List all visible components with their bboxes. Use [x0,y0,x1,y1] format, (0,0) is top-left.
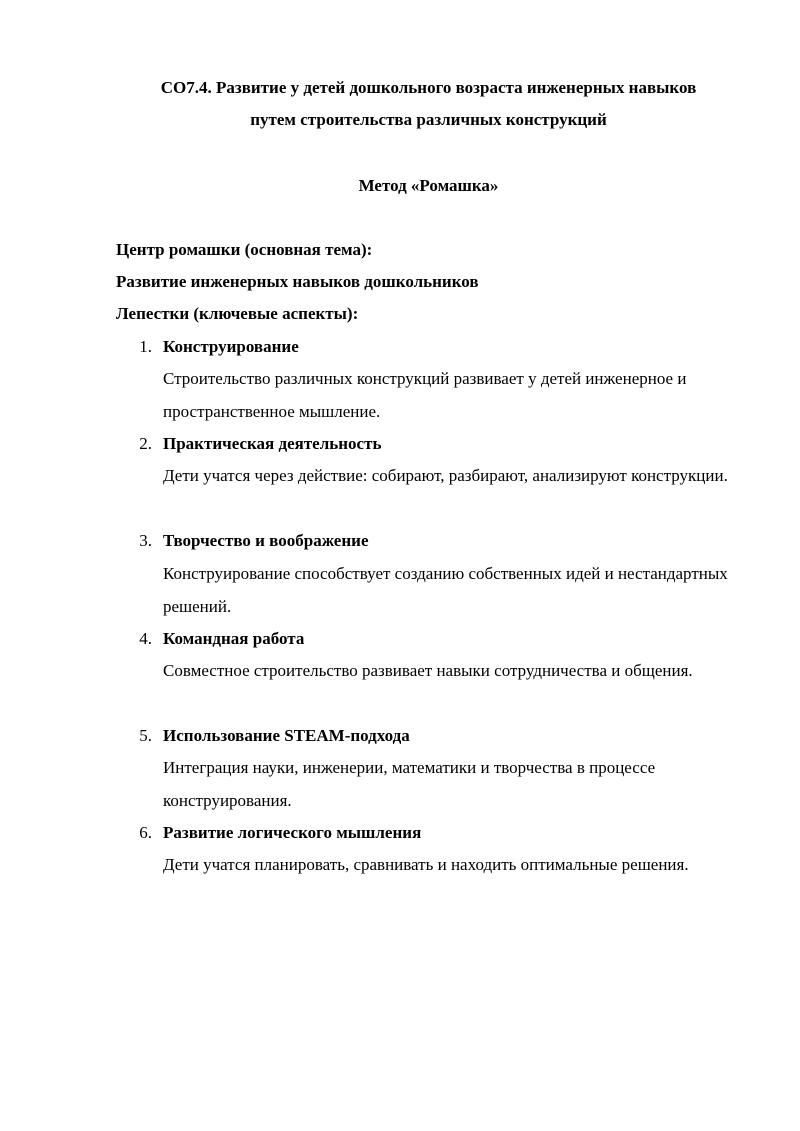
list-item-text: Дети учатся через действие: собирают, разбирают, анализируют конструкции. [163,466,728,485]
list-item-number: 2. [139,434,152,453]
document-title-line-1: СО7.4. Развитие у детей дошкольного возраста инженерных навыков [160,78,697,97]
list-item-text: Конструирование способствует созданию собственных идей и нестандартных решений. [163,564,728,616]
list-item-number: 3. [139,531,152,550]
list-item-text: Строительство различных конструкций развивает у детей инженерное и пространственное мышление. [163,369,687,421]
center-text: Развитие инженерных навыков дошкольников [116,272,479,291]
list-item-title: Творчество и воображение [163,531,369,550]
list-item-number: 4. [139,629,152,648]
list-item-title: Командная работа [163,629,305,648]
method-heading: Метод «Ромашка» [358,176,499,195]
list-item-title: Практическая деятельность [163,434,382,453]
petals-label: Лепестки (ключевые аспекты): [116,304,359,323]
center-label: Центр ромашки (основная тема): [116,240,373,259]
list-item-number: 1. [139,337,152,356]
list-item-text: Интеграция науки, инженерии, математики и творчества в процессе конструирования. [163,758,656,810]
list-item-title: Развитие логического мышления [163,823,422,842]
list-item-number: 6. [139,823,152,842]
list-item-number: 5. [139,726,152,745]
list-item-text: Дети учатся планировать, сравнивать и находить оптимальные решения. [163,855,689,874]
list-item-title: Конструирование [163,337,299,356]
list-item-text: Совместное строительство развивает навыки сотрудничества и общения. [163,661,693,680]
list-item-title: Использование STEAM-подхода [163,726,410,745]
document-title-line-2: путем строительства различных конструкций [250,110,607,129]
